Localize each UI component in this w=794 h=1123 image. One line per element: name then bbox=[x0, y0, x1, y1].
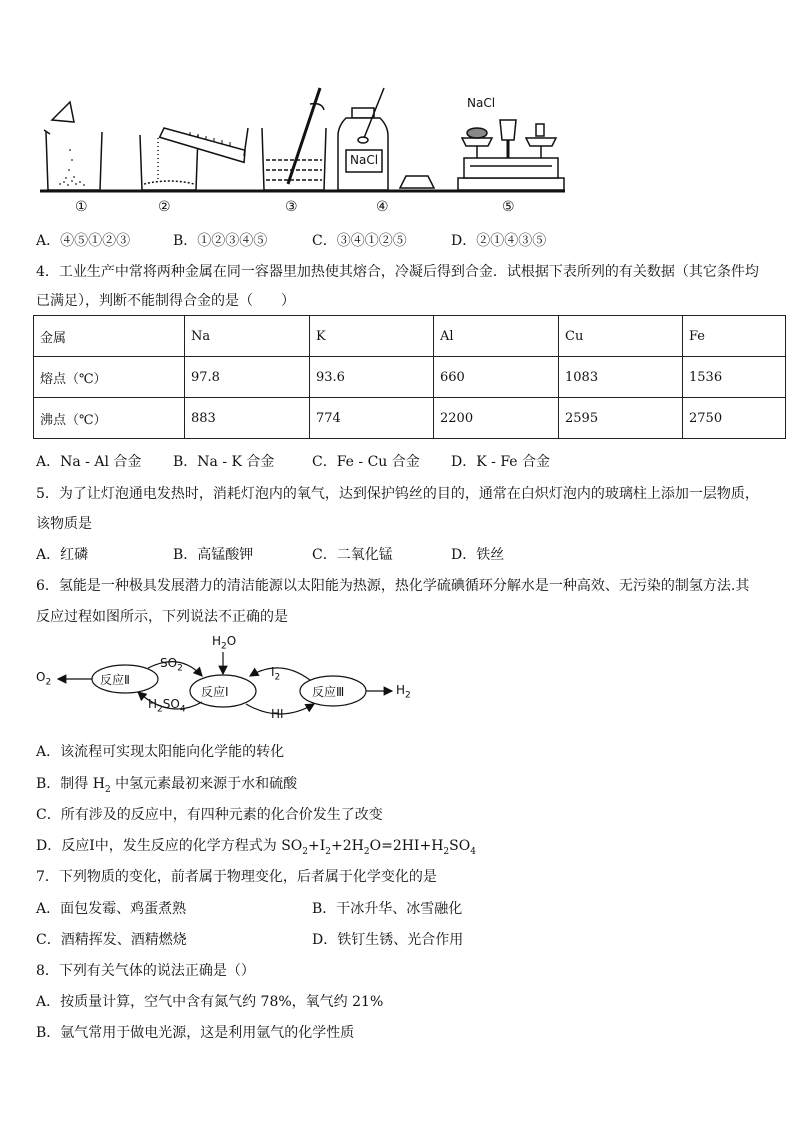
step-number-5: ⑤ bbox=[502, 199, 515, 215]
q4-stem-line2: 已满足），判断不能制得合金的是（ ） bbox=[36, 293, 295, 309]
q3-option-c: C．③④①②⑤ bbox=[312, 233, 407, 249]
q6-stem-line2: 反应过程如图所示，下列说法不正确的是 bbox=[36, 609, 288, 625]
q8-option-b: B．氩气常用于做电光源，这是利用氩气的化学性质 bbox=[36, 1025, 355, 1041]
o2-label: $O_2$ bbox=[36, 670, 52, 688]
q6-stem-line1: 6．氢能是一种极具发展潜力的清洁能源以太阳能为热源，热化学硫碘循环分解水是一种高效、无污染的制氢方法.其 bbox=[36, 578, 750, 594]
apparatus-figure bbox=[30, 80, 590, 215]
table-row bbox=[34, 357, 786, 398]
hi-label: HI bbox=[271, 707, 284, 721]
table-cell: 2200 bbox=[434, 398, 559, 439]
table-cell: 774 bbox=[310, 398, 434, 439]
q7-option-a: A．面包发霉、鸡蛋煮熟 bbox=[36, 901, 187, 917]
q8-stem: 8．下列有关气体的说法正确是（） bbox=[36, 963, 255, 979]
reaction-3-node: 反应Ⅲ bbox=[312, 685, 345, 699]
q5-stem-line1: 5．为了让灯泡通电发热时，消耗灯泡内的氧气，达到保护钨丝的目的，通常在白炽灯泡内的玻璃柱上添加一层物质， bbox=[36, 486, 759, 502]
h2o-label: $H_2O$ bbox=[212, 634, 237, 652]
so2-label: $SO_2$ bbox=[160, 656, 183, 674]
q8-option-a: A．按质量计算，空气中含有氮气约 78%，氧气约 21% bbox=[36, 994, 384, 1010]
q4-option-d: D．K - Fe 合金 bbox=[451, 454, 550, 470]
table-cell: 93.6 bbox=[310, 357, 434, 398]
table-header-row bbox=[34, 316, 786, 357]
q5-option-b: B．高锰酸钾 bbox=[173, 547, 254, 563]
step-number-2: ② bbox=[158, 199, 171, 215]
q3-option-a: A．④⑤①②③ bbox=[36, 233, 131, 249]
reaction-cycle-diagram bbox=[30, 630, 430, 730]
table-cell: 883 bbox=[185, 398, 310, 439]
q7-option-b: B．干冰升华、冰雪融化 bbox=[312, 901, 463, 917]
table-cell: K bbox=[310, 316, 434, 357]
reaction-2-node: 反应Ⅱ bbox=[100, 673, 130, 687]
table-cell: Na bbox=[185, 316, 310, 357]
table-cell: 金属 bbox=[34, 316, 185, 357]
q5-option-d: D．铁丝 bbox=[451, 547, 505, 563]
q7-option-d: D．铁钉生锈、光合作用 bbox=[312, 932, 464, 948]
apparatus-drawing bbox=[30, 80, 590, 215]
step-number-3: ③ bbox=[285, 199, 298, 215]
q4-stem-line1: 4．工业生产中常将两种金属在同一容器里加热使其熔合，冷凝后得到合金．试根据下表所列的有关数据（其它条件均 bbox=[36, 264, 759, 280]
q7-stem: 7．下列物质的变化，前者属于物理变化，后者属于化学变化的是 bbox=[36, 869, 437, 885]
h2so4-label: $H_2SO_4$ bbox=[148, 697, 186, 715]
reaction-1-node: 反应Ⅰ bbox=[201, 685, 229, 699]
q5-option-a: A．红磷 bbox=[36, 547, 89, 563]
reagent-jar bbox=[338, 88, 434, 190]
q4-option-c: C．Fe - Cu 合金 bbox=[312, 454, 420, 470]
q6-option-c: C．所有涉及的反应中，有四种元素的化合价发生了改变 bbox=[36, 807, 383, 823]
beaker-1 bbox=[44, 102, 102, 190]
jar-label: NaCl bbox=[350, 153, 379, 167]
q6-option-b: B．制得 $H_2$ 中氢元素最初来源于水和硫酸 bbox=[36, 776, 298, 795]
h2-label: $H_2$ bbox=[396, 683, 411, 701]
q6-option-a: A．该流程可实现太阳能向化学能的转化 bbox=[36, 744, 285, 760]
table-cell: 沸点（℃） bbox=[34, 398, 185, 439]
beaker-2 bbox=[140, 128, 248, 190]
metal-properties-table bbox=[33, 315, 786, 439]
step-number-4: ④ bbox=[376, 199, 389, 215]
table-cell: Fe bbox=[683, 316, 786, 357]
beaker-3 bbox=[262, 88, 326, 190]
q4-option-b: B．Na - K 合金 bbox=[173, 454, 275, 470]
step-number-1: ① bbox=[75, 199, 88, 215]
table-cell: 660 bbox=[434, 357, 559, 398]
table-cell: Cu bbox=[559, 316, 683, 357]
table-cell: 2750 bbox=[683, 398, 786, 439]
table-cell: 97.8 bbox=[185, 357, 310, 398]
table-cell: Al bbox=[434, 316, 559, 357]
table-cell: 熔点（℃） bbox=[34, 357, 185, 398]
table-cell: 1083 bbox=[559, 357, 683, 398]
q3-option-b: B．①②③④⑤ bbox=[173, 233, 268, 249]
i2-label: $I_2$ bbox=[271, 665, 281, 683]
q5-option-c: C．二氧化锰 bbox=[312, 547, 393, 563]
table-cell: 2595 bbox=[559, 398, 683, 439]
table-cell: 1536 bbox=[683, 357, 786, 398]
q7-option-c: C．酒精挥发、酒精燃烧 bbox=[36, 932, 187, 948]
table-row bbox=[34, 398, 786, 439]
q4-option-a: A．Na - Al 合金 bbox=[36, 454, 142, 470]
q5-stem-line2: 该物质是 bbox=[36, 516, 92, 532]
q3-option-d: D．②①④③⑤ bbox=[451, 233, 547, 249]
q6-option-d: D．反应Ⅰ中，发生反应的化学方程式为 $SO_2+I_2+2H_2O=2HI+H_2SO_4$ bbox=[36, 838, 476, 857]
balance bbox=[458, 120, 564, 190]
nacl-balance-label: NaCl bbox=[467, 96, 496, 110]
